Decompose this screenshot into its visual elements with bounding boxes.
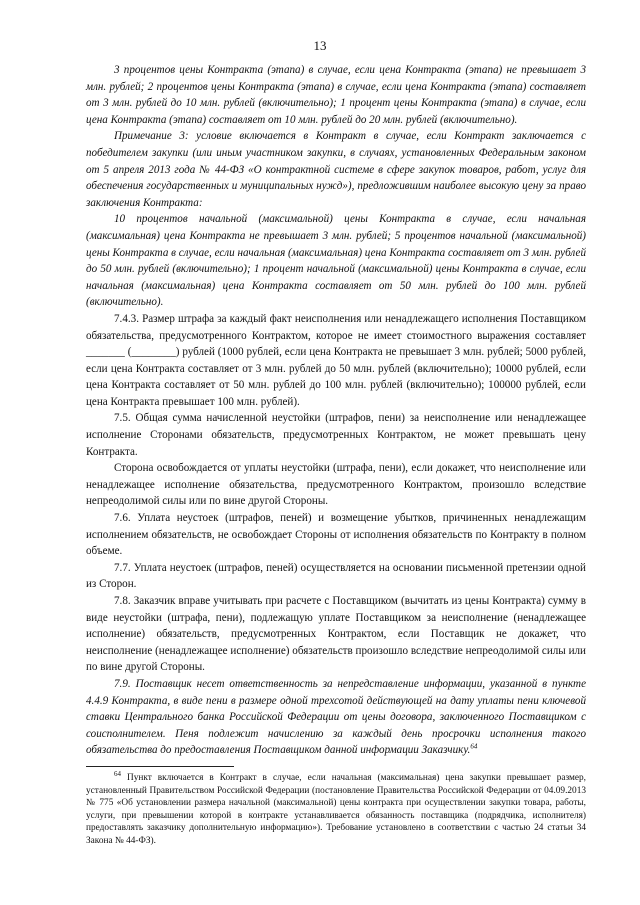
paragraph-7-5 xyxy=(86,410,586,460)
paragraph-text: Сторона освобождается от уплаты неустойки (штрафа, пени), если докажет, что неисполнение или ненадлежащее исполнение обязательства, предусмотренного Контрактом, произошло вследствие непреодолимой силы или по вине другой Стороны. xyxy=(86,462,586,508)
paragraph-7-9 xyxy=(86,676,586,759)
paragraph-7-7 xyxy=(86,560,586,593)
paragraph-text: 7.9. Поставщик несет ответственность за непредставление информации, указанной в пункте 4.4.9 Контракта, в виде пени в размере одной трехсотой действующей на дату уплаты пени ключевой ставки Центрального банка Российской Федерации от цены договора, заключенного Поставщиком с соисполнителем. Пеня подлежит начислению за каждый день просрочки исполнения такого обязательства до предоставления Поставщиком данной информации Заказчику. xyxy=(86,677,586,757)
paragraph-note-3-rates xyxy=(86,211,586,311)
footnote xyxy=(86,769,586,848)
footnote-separator xyxy=(86,766,234,767)
paragraph-7-8 xyxy=(86,593,586,676)
paragraph-text: 7.8. Заказчик вправе учитывать при расчете с Поставщиком (вычитать из цены Контракта) сумму в виде неустойки (штрафа, пени), подлежащую уплате Поставщиком за неисполнение (ненадлежащее исполнение) обязательств, предусмотренных Контрактом, если Поставщик не докажет, что неисполнение (ненадлежащее исполнение) обязательств произошло вследствие непреодолимой силы или по вине другой Стороны. xyxy=(86,595,586,674)
paragraph-penalty-rates xyxy=(86,62,586,128)
paragraph-7-4-3 xyxy=(86,311,586,411)
page-number: 13 xyxy=(313,38,327,53)
paragraph-exemption xyxy=(86,460,586,510)
paragraph-text: 7.6. Уплата неустоек (штрафов, пеней) и возмещение убытков, причиненных ненадлежащим исполнением обязательств, не освобождает Стороны от исполнения обязательств по Контракту в полном объеме. xyxy=(86,512,586,558)
paragraph-text: 10 процентов начальной (максимальной) цены Контракта в случае, если начальная (максимальная) цена Контракта не превышает 3 млн. рублей; 5 процентов начальной (максимальной) цены Контракта в случае, если начальная (максимальная) цена Контракта составляет от 3 млн. рублей до 50 млн. рублей (включительно); 1 процент начальной (максимальной) цены Контракта в случае, если начальная (максимальная) цена Контракта составляет от 50 млн. рублей до 100 млн. рублей (включительно). xyxy=(86,213,586,309)
paragraph-text: 7.5. Общая сумма начисленной неустойки (штрафов, пени) за неисполнение или ненадлежащее исполнение Сторонами обязательств, предусмотренных Контрактом, не может превышать цену Контракта. xyxy=(86,412,586,458)
paragraph-text: 7.4.3. Размер штрафа за каждый факт неисполнения или ненадлежащего исполнения Поставщиком обязательства, предусмотренного Контрактом, которое не имеет стоимостного выражения составляет _______ (________) рублей (1000 рублей, если цена Контракта не превышает 3 млн. рублей; 5000 рублей, если цена Контракта составляет от 3 млн. рублей до 50 млн. рублей (включительно); 10000 рублей, если цена Контракта составляет от 50 млн. рублей до 100 млн. рублей (включительно); 100000 рублей, если цена Контракта превышает 100 млн. рублей). xyxy=(86,312,586,408)
paragraph-text: 7.7. Уплата неустоек (штрафов, пеней) осуществляется на основании письменной претензии одной из Сторон. xyxy=(86,561,586,591)
paragraph-note-3 xyxy=(86,128,586,211)
document-body xyxy=(86,62,586,759)
footnote-marker: 64 xyxy=(114,769,121,778)
footnote-text: Пункт включается в Контракт в случае, если начальная (максимальная) цена закупки превышает размер, установленный Правительством Российской Федерации (постановление Правительства Российской Федерации от 04.09.2013 № 775 «Об установлении размера начальной (максимальной) цены контракта при осуществлении закупки товара, работы, услуги, при превышении которой в контракте устанавливается обязанность поставщика (подрядчика, исполнителя) предоставлять заказчику дополнительную информацию»). Требование установлено в соответствии с частью 24 статьи 34 Закона № 44-ФЗ). xyxy=(86,773,586,846)
footnote-reference[interactable]: 64 xyxy=(470,742,478,751)
paragraph-text: 3 процентов цены Контракта (этапа) в случае, если цена Контракта (этапа) не превышает 3 млн. рублей; 2 процентов цены Контракта (этапа) в случае, если цена Контракта (этапа) составляет от 3 млн. рублей до 10 млн. рублей (включительно); 1 процент цены Контракта (этапа) в случае, если цена Контракта (этапа) составляет от 10 млн. рублей до 20 млн. рублей (включительно). xyxy=(86,64,586,126)
paragraph-7-6 xyxy=(86,510,586,560)
paragraph-text: Примечание 3: условие включается в Контракт в случае, если Контракт заключается с победителем закупки (или иным участником закупки, в случаях, установленных Федеральным законом от 5 апреля 2013 года № 44-ФЗ «О контрактной системе в сфере закупок товаров, работ, услуг для обеспечения государственных и муниципальных нужд»), предложившим наиболее высокую цену за право заключения Контракта: xyxy=(86,130,586,209)
